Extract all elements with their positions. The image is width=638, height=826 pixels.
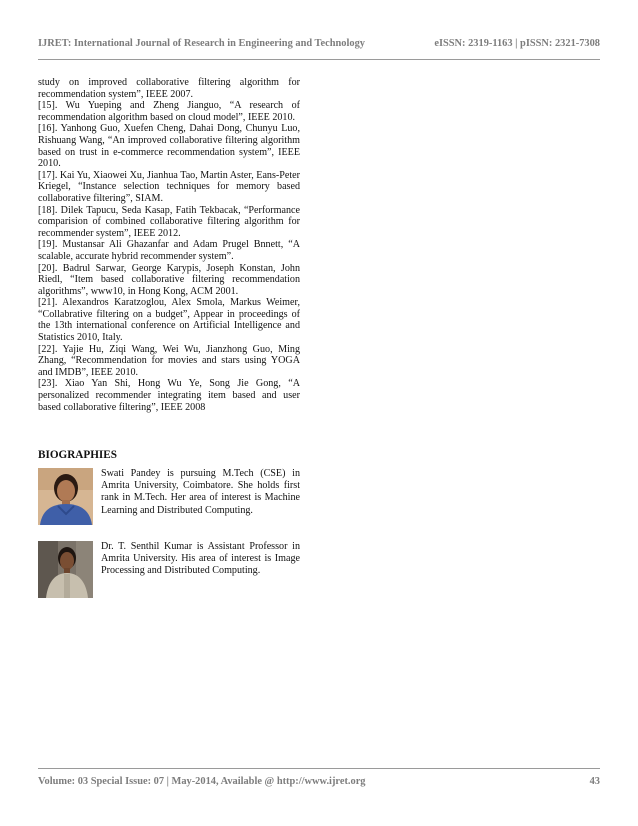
biographies-heading: BIOGRAPHIES — [38, 449, 117, 461]
reference-item: study on improved collaborative filtering algorithm for recommendation system”, IEEE 2007. — [38, 77, 300, 100]
page-header — [38, 38, 600, 54]
reference-list — [38, 77, 300, 413]
page-footer — [38, 776, 600, 792]
author-photo — [38, 468, 93, 525]
biography-text: Dr. T. Senthil Kumar is Assistant Professor in Amrita University. His area of interest is Image Processing and Distributed Computing. — [101, 541, 300, 577]
volume-info: Volume: 03 Special Issue: 07 | May-2014, Available @ http://www.ijret.org — [38, 776, 366, 787]
reference-item: [21]. Alexandros Karatzoglou, Alex Smola, Markus Weimer, “Collabrative filtering on a budget”, Appear in proceedings of the 13th international conference on Artificial Intelligence and Statistics 2010, Italy. — [38, 297, 300, 344]
reference-item: [20]. Badrul Sarwar, George Karypis, Joseph Konstan, John Riedl, “Item based collaborative filtering recommendation algorithms”, www10, in Hong Kong, ACM 2001. — [38, 262, 300, 297]
reference-item: [16]. Yanhong Guo, Xuefen Cheng, Dahai Dong, Chunyu Luo, Rishuang Wang, “An improved collaborative filtering algorithm based on trust in e-commerce recommendation system”, IEEE 2010. — [38, 123, 300, 170]
portrait-image — [38, 541, 93, 598]
page-number: 43 — [589, 776, 600, 787]
journal-title: IJRET: International Journal of Research in Engineering and Technology — [38, 38, 365, 49]
reference-item: [22]. Yajie Hu, Ziqi Wang, Wei Wu, Jianzhong Guo, Ming Zhang, “Recommendation for movies and stars using YOGA and IMDB”, IEEE 2010. — [38, 343, 300, 378]
footer-rule — [38, 768, 600, 769]
reference-item: [18]. Dilek Tapucu, Seda Kasap, Fatih Tekbacak, “Performance comparision of combined collaborative filtering algorithm for recommender system”, IEEE 2012. — [38, 204, 300, 239]
reference-item: [19]. Mustansar Ali Ghazanfar and Adam Prugel Bnnett, “A scalable, accurate hybrid recommender system”. — [38, 239, 300, 262]
portrait-image — [38, 468, 93, 525]
header-rule — [38, 59, 600, 60]
biography-text: Swati Pandey is pursuing M.Tech (CSE) in Amrita University, Coimbatore. She holds first rank in M.Tech. Her area of interest is Machine Learning and Distributed Computing. — [101, 468, 300, 516]
reference-item: [17]. Kai Yu, Xiaowei Xu, Jianhua Tao, Martin Aster, Eans-Peter Kriegel, “Instance selection techniques for memory based collaborative filtering”, SIAM. — [38, 169, 300, 204]
author-photo — [38, 541, 93, 598]
issn-info: eISSN: 2319-1163 | pISSN: 2321-7308 — [434, 38, 600, 49]
reference-item: [23]. Xiao Yan Shi, Hong Wu Ye, Song Jie Gong, “A personalized recommender integrating item based and user based collaborative filtering”, IEEE 2008 — [38, 378, 300, 413]
reference-item: [15]. Wu Yueping and Zheng Jianguo, “A research of recommendation algorithm based on cloud model”, IEEE 2010. — [38, 100, 300, 123]
